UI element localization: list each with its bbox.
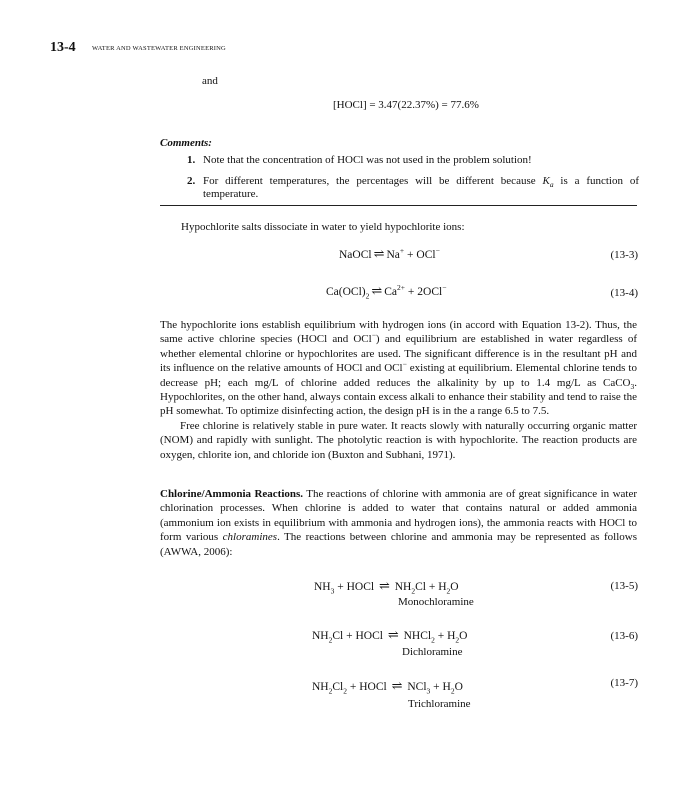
paragraph-1: The hypochlorite ions establish equilibrium with hydrogen ions (in accord with Equation 13-2). Thus, the same active chlorine species (HOCl and OCl−) and equilibrium are established in water regardless of whether elemental chlorine or hypochlorites are used. The significant difference is in the resultant pH and its influence on the relative amounts of HOCl and OCl− existing at equilibrium. Elemental chlorine tends to decrease pH; each mg/L of chlorine added reduces the alkalinity by up to 1.4 mg/L as CaCO$_3$. Hypochlorites, on the other hand, always contain excess alkali to enhance their stability and tend to raise the pH somewhat. To optimize disinfecting action, the design pH is in the a range 6.5 to 7.5. [160, 319, 637, 418]
comments-heading: Comments: [160, 137, 212, 149]
section-heading: Chlorine/Ammonia Reactions. [160, 488, 304, 500]
equation-label: Monochloramine [398, 596, 474, 608]
and-text: and [202, 75, 218, 87]
equation-number: (13-6) [610, 630, 638, 642]
comment-text: Note that the concentration of HOCl was not used in the problem solution! [203, 154, 532, 166]
equation-number: (13-7) [610, 677, 638, 689]
equation-number: (13-3) [610, 249, 638, 261]
equation-label: Dichloramine [402, 646, 463, 658]
page-number: 13-4 [50, 40, 76, 55]
body-paragraphs [160, 318, 637, 462]
equation-13-3: NaOCl ⇌ Na+ + OCl− [339, 246, 440, 261]
paragraph-2: Free chlorine is relatively stable in pure water. It reacts slowly with naturally occurring organic matter (NOM) and rapidly with sunlight. The photolytic reaction is with hypochlorite. The reaction products are oxygen, chlorite ion, and chloride ion (Buxton and Subhani, 1971). [160, 419, 637, 461]
section-divider [160, 205, 637, 206]
paragraph-3: Chlorine/Ammonia Reactions. The reactions of chlorine with ammonia are of great significance in water chlorination processes. When chlorine is added to water that contains natural or added ammonia (ammonium ion exists in equilibrium with ammonia and hydrogen ions), the ammonia reacts with HOCl to form various chloramines. The reactions between chlorine and ammonia may be represented as follows (AWWA, 2006): [160, 488, 638, 558]
comment-item-1 [187, 154, 639, 167]
comment-text: For different temperatures, the percentages will be different because $K_a$ is a function of temperature. [203, 175, 639, 200]
hocl-result-equation: [HOCl] = 3.47(22.37%) = 77.6% [333, 99, 479, 111]
equation-label: Trichloramine [408, 698, 471, 710]
equation-13-5: $NH_3$ + HOCl ⇌ $NH_2Cl + H_2O$ [314, 578, 459, 596]
comment-item-2 [187, 175, 639, 201]
equation-number: (13-4) [610, 287, 638, 299]
comment-number: 2. [187, 175, 196, 187]
running-title: WATER AND WASTEWATER ENGINEERING [92, 45, 226, 52]
equation-13-6: $NH_2Cl$ + HOCl ⇌ NHCl$_2$ + $H_2O$ [312, 627, 468, 645]
equation-13-7: $NH_2Cl_2$ + HOCl ⇌ $NCl_3 + H_2O$ [312, 678, 463, 696]
comment-number: 1. [187, 154, 196, 166]
equation-number: (13-5) [610, 580, 638, 592]
equation-13-4: $Ca(OCl)_2$ ⇌ $Ca^{2+} + 2OCl^-$ [326, 283, 447, 301]
intro-text: Hypochlorite salts dissociate in water to yield hypochlorite ions: [181, 221, 465, 233]
